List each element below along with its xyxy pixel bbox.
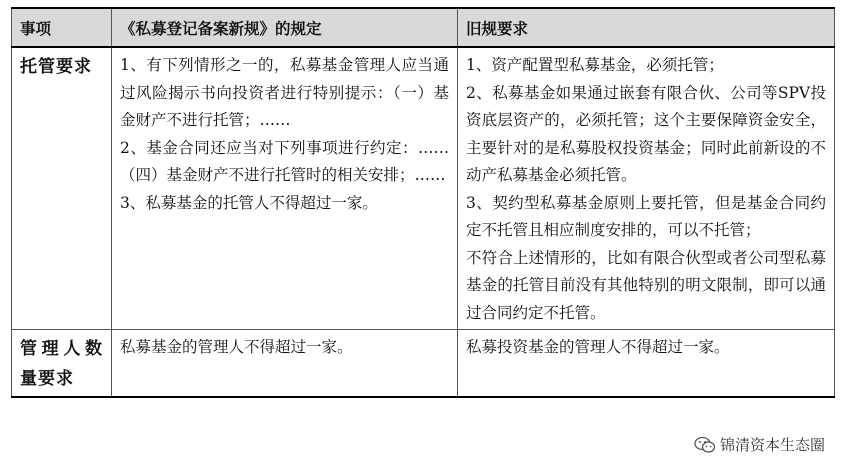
old-rule-line: 3、契约型私募基金原则上要托管，但是基金合同约定不托管且相应制度安排的，可以不托管； (466, 193, 826, 239)
old-rule-cell (458, 330, 835, 398)
old-rule-line: 2、私募基金如果通过嵌套有限合伙、公司等SPV投资底层资产的，必须托管；这个主要保障资金安全，主要针对的是私募股权投资基金；同时此前新设的不动产私募基金必须托管。 (466, 83, 826, 184)
row-item-custody: 托管要求 (12, 47, 112, 330)
new-rule-line: 2、基金合同还应当对下列事项进行约定：……（四）基金财产不进行托管时的相关安排；…… (120, 138, 449, 184)
new-rule-cell (112, 47, 458, 330)
new-rule-line: 3、私募基金的托管人不得超过一家。 (120, 193, 378, 212)
watermark-text: 锦清资本生态圈 (719, 436, 825, 454)
header-item: 事项 (12, 8, 112, 47)
old-rule-line: 1、资产配置型私募基金，必须托管； (466, 56, 724, 74)
wechat-icon (694, 436, 716, 454)
old-rule-line: 不符合上述情形的，比如有限合伙型或者公司型私募基金的托管目前没有其他特别的明文限制，即可以通过合同约定不托管。 (466, 248, 826, 322)
header-old-rule: 旧规要求 (458, 8, 835, 47)
old-rule-cell (458, 47, 835, 330)
table-row (12, 330, 835, 398)
new-rule-line: 私募基金的管理人不得超过一家。 (120, 338, 353, 356)
watermark (694, 434, 825, 455)
row-item-manager-count: 管理人数量要求 (12, 330, 112, 398)
old-rule-line: 私募投资基金的管理人不得超过一家。 (466, 338, 730, 356)
new-rule-cell (112, 330, 458, 398)
header-new-rule: 《私募登记备案新规》的规定 (112, 8, 458, 47)
table-row (12, 47, 835, 330)
header-row (12, 8, 835, 47)
comparison-table (11, 7, 835, 398)
new-rule-line: 1、有下列情形之一的，私募基金管理人应当通过风险揭示书向投资者进行特别提示：（一）基金财产不进行托管；…… (120, 56, 449, 129)
